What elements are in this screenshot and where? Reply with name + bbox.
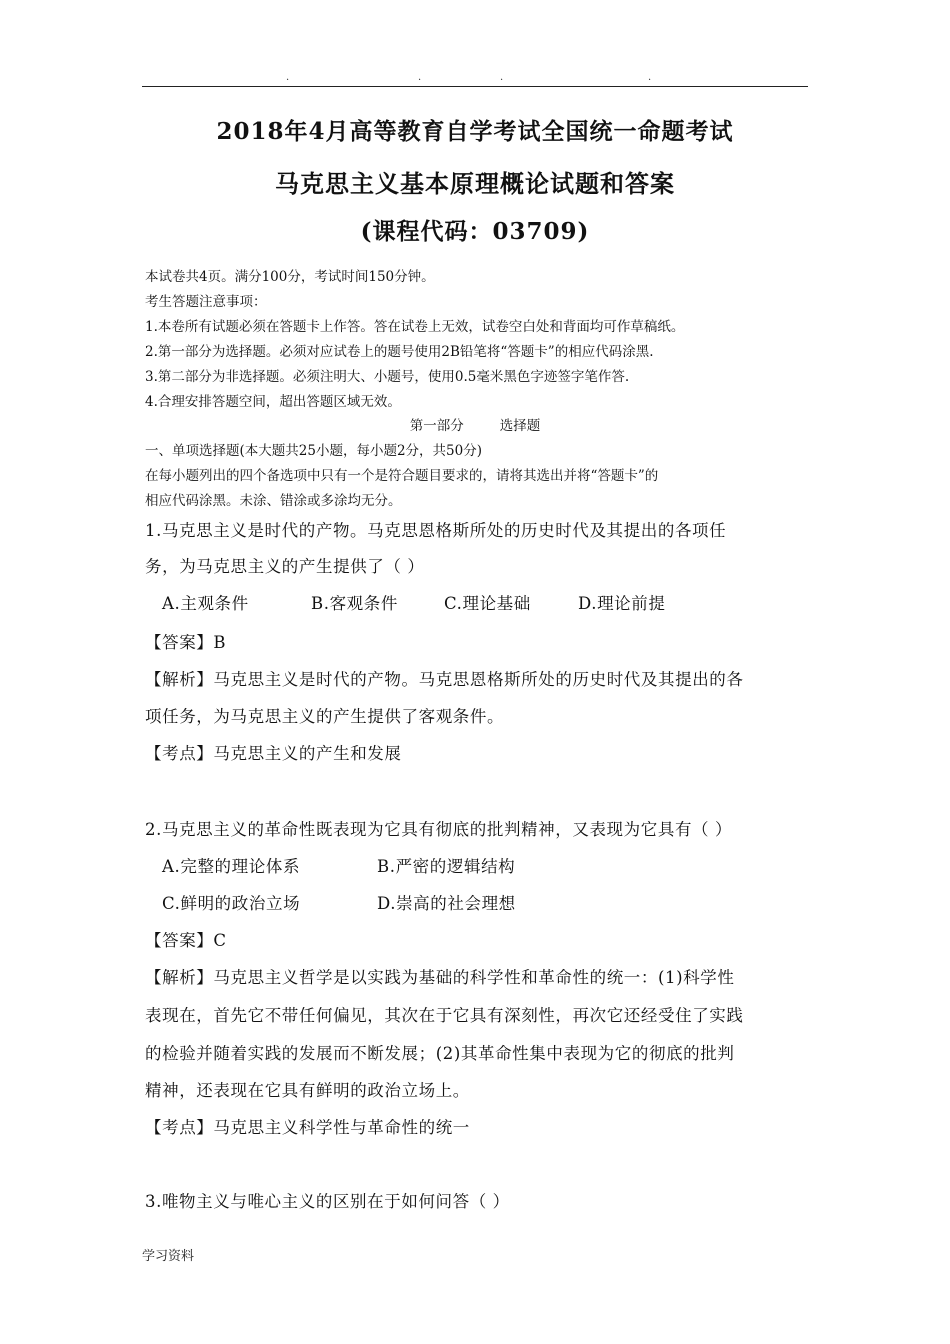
section-heading: 一、单项选择题(本大题共25小题，每小题2分，共50分): [145, 443, 482, 459]
question-stem: 2.马克思主义的革命性既表现为它具有彻底的批判精神，又表现为它具有（ ）: [145, 820, 733, 839]
question-stem: 1.马克思主义是时代的产物。马克思恩格斯所处的历史时代及其提出的各项任: [145, 521, 727, 540]
header-dot: .: [648, 72, 652, 83]
section-instruction: 相应代码涂黑。未涂、错涂或多涂均无分。: [145, 493, 402, 509]
part-name: 第一部分: [409, 418, 464, 434]
knowledge-point: 【考点】马克思主义的产生和发展: [145, 744, 402, 763]
part-heading: [0, 416, 950, 436]
analysis: 【解析】马克思主义是时代的产物。马克思恩格斯所处的历史时代及其提出的各: [145, 670, 744, 689]
question-option: D.理论前提: [578, 594, 666, 613]
notice-heading: 考生答题注意事项：: [145, 294, 267, 310]
notice-item: 1.本卷所有试题必须在答题卡上作答。答在试卷上无效，试卷空白处和背面均可作草稿纸。: [145, 319, 685, 335]
question-option: D.崇高的社会理想: [377, 894, 516, 913]
analysis: 表现在，首先它不带任何偏见，其次在于它具有深刻性，再次它还经受住了实践: [145, 1006, 744, 1025]
question-stem: 务，为马克思主义的产生提供了（ ）: [145, 557, 425, 576]
answer: 【答案】C: [145, 931, 227, 950]
question-option: C.理论基础: [444, 594, 531, 613]
header-rule: [142, 86, 808, 87]
question-option: C.鲜明的政治立场: [162, 894, 301, 913]
answer: 【答案】B: [145, 633, 227, 652]
analysis: 的检验并随着实践的发展而不断发展；(2)其革命性集中表现为它的彻底的批判: [145, 1044, 735, 1063]
question-option: A.完整的理论体系: [162, 857, 301, 876]
question-option: B.客观条件: [311, 594, 398, 613]
knowledge-point: 【考点】马克思主义科学性与革命性的统一: [145, 1118, 470, 1137]
analysis: 项任务，为马克思主义的产生提供了客观条件。: [145, 707, 505, 726]
part-label: 选择题: [499, 418, 541, 434]
notice-item: 2.第一部分为选择题。必须对应试卷上的题号使用2B铅笔将“答题卡”的相应代码涂黑.: [145, 344, 654, 360]
question-stem: 3.唯物主义与唯心主义的区别在于如何问答（ ）: [145, 1192, 510, 1211]
header-dot: .: [500, 72, 504, 83]
exam-subject-title: 马克思主义基本原理概论试题和答案: [275, 169, 675, 198]
intro-line: 本试卷共4页。满分100分，考试时间150分钟。: [145, 269, 435, 285]
course-code: (课程代码：03709): [360, 218, 590, 245]
analysis: 【解析】马克思主义哲学是以实践为基础的科学性和革命性的统一：(1)科学性: [145, 968, 735, 987]
question-option: A.主观条件: [162, 594, 249, 613]
header-dot: .: [418, 72, 422, 83]
section-instruction: 在每小题列出的四个备选项中只有一个是符合题目要求的，请将其选出并将“答题卡”的: [145, 468, 659, 484]
analysis: 精神，还表现在它具有鲜明的政治立场上。: [145, 1081, 470, 1100]
notice-item: 4.合理安排答题空间，超出答题区域无效。: [145, 394, 401, 410]
footer-label: 学习资料: [142, 1249, 195, 1264]
question-option: B.严密的逻辑结构: [377, 857, 516, 876]
notice-item: 3.第二部分为非选择题。必须注明大、小题号，使用0.5毫米黑色字迹签字笔作答.: [145, 369, 630, 385]
header-dot: .: [286, 72, 290, 83]
exam-title: 2018年4月高等教育自学考试全国统一命题考试: [216, 118, 734, 145]
